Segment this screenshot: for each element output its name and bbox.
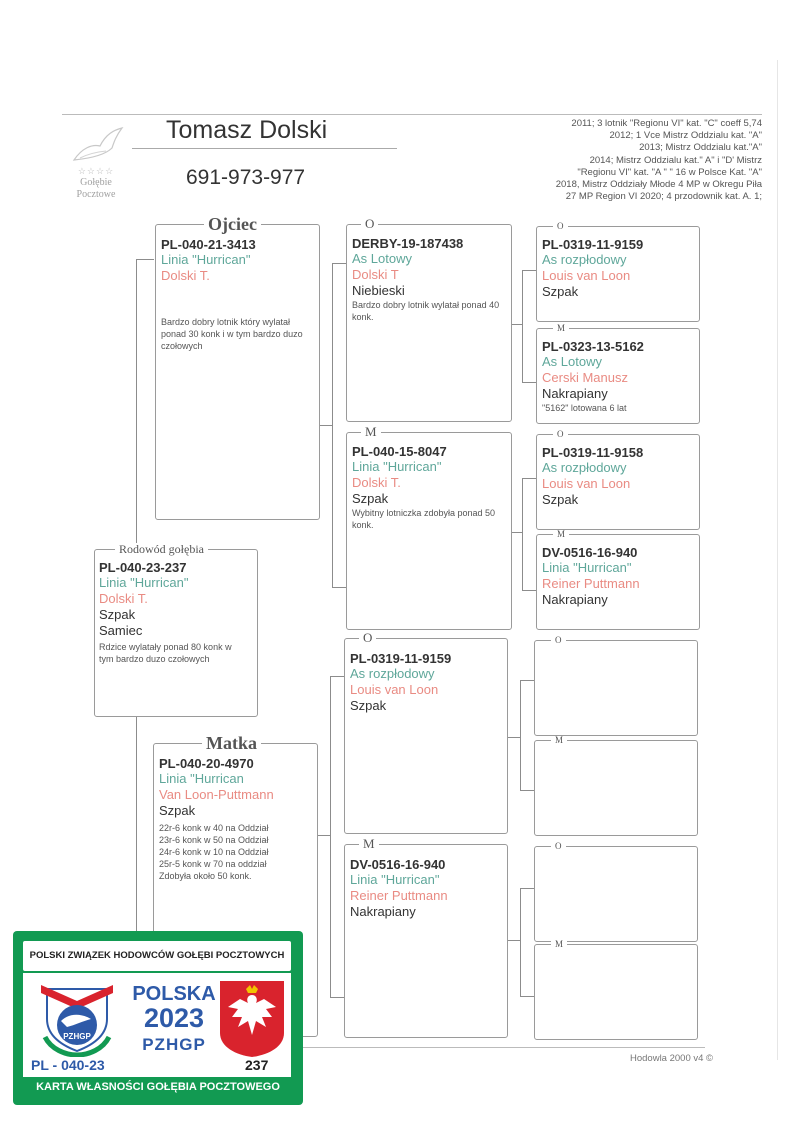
fm-breeder: Dolski T.: [352, 475, 401, 490]
achievement-line: 2012; 1 Vce Mistrz Oddzialu kat. "A": [609, 130, 762, 142]
subject-line: Linia "Hurrican": [99, 575, 189, 590]
mother-line: Linia "Hurrican: [159, 771, 244, 786]
ff-color: Niebieski: [352, 283, 405, 298]
fmm-box: [536, 529, 700, 630]
card-ring-number: 237: [245, 1057, 269, 1073]
logo-stars: ☆☆☆☆: [77, 166, 115, 176]
father-ring: PL-040-21-3413: [161, 237, 256, 252]
father-line: Linia "Hurrican": [161, 252, 251, 267]
mmf-sex-label: O: [551, 842, 566, 851]
fff-color: Szpak: [542, 284, 579, 299]
ffm-sex-label: M: [553, 324, 569, 333]
mother-note: Zdobyła około 50 konk.: [159, 871, 252, 881]
fff-sex-label: O: [553, 222, 568, 231]
ownership-card: [13, 931, 303, 1105]
mfm-sex-label: M: [551, 736, 567, 745]
fff-line: As rozpłodowy: [542, 252, 627, 267]
ffm-breeder: Cerski Manusz: [542, 370, 628, 385]
fff-box: [536, 221, 700, 322]
mff-sex-label: O: [551, 636, 566, 645]
page-right-rule: [777, 60, 778, 1060]
fm-box: [346, 424, 512, 630]
subject-breeder: Dolski T.: [99, 591, 148, 606]
fm-color: Szpak: [352, 491, 389, 506]
achievement-line: 27 MP Region VI 2020; 4 przodownik kat. A. 1;: [565, 191, 762, 203]
father-note: Bardzo dobry lotnik który wylatał ponad 30 konk i w tym bardzo duzo czołowych: [161, 317, 303, 351]
card-ring-prefix: PL - 040-23: [31, 1057, 105, 1073]
mother-color: Szpak: [159, 803, 196, 818]
mmm-sex-label: M: [551, 940, 567, 949]
subject-color: Szpak: [99, 607, 136, 622]
mother-breeder: Van Loon-Puttmann: [159, 787, 274, 802]
subject-note: Rdzice wylatały ponad 80 konk w tym bardzo duzo czołowych: [99, 642, 232, 664]
mm-box: [344, 836, 508, 1038]
breeder-name: Tomasz Dolski: [166, 116, 328, 144]
subject-sex: Samiec: [99, 623, 143, 638]
mother-ring: PL-040-20-4970: [159, 756, 254, 771]
card-country: POLSKA: [132, 983, 216, 1005]
logo-text-2: Pocztowe: [76, 189, 116, 200]
mmm-box-empty: [534, 939, 698, 1040]
mm-sex-label: M: [359, 837, 379, 850]
fmm-color: Nakrapiany: [542, 592, 608, 607]
achievements: [470, 118, 762, 203]
emblem-text: PZHGP: [63, 1032, 91, 1041]
ff-breeder: Dolski T: [352, 267, 399, 282]
card-abbr: PZHGP: [142, 1035, 206, 1054]
mother-label: Matka: [202, 734, 261, 752]
card-year: 2023: [143, 1003, 205, 1033]
ff-ring: DERBY-19-187438: [352, 236, 464, 251]
ffm-color: Nakrapiany: [542, 386, 608, 401]
mother-note: 24r-6 konk w 10 na Oddział: [159, 847, 269, 857]
pzhgp-emblem-icon: [31, 977, 123, 1057]
ff-sex-label: O: [361, 217, 378, 230]
header-top-rule: [62, 114, 762, 115]
fff-ring: PL-0319-11-9159: [542, 237, 644, 252]
ffm-note: "5162" lotowana 6 lat: [542, 403, 627, 413]
fmm-ring: DV-0516-16-940: [542, 545, 638, 560]
mm-breeder: Reiner Puttmann: [350, 888, 448, 903]
ffm-box: [536, 323, 700, 424]
father-label: Ojciec: [204, 215, 261, 233]
pigeon-logo-icon: [66, 124, 126, 166]
mff-box-empty: [534, 635, 698, 736]
fff-breeder: Louis van Loon: [542, 268, 631, 283]
fmm-sex-label: M: [553, 530, 569, 539]
mm-ring: DV-0516-16-940: [350, 857, 446, 872]
mf-breeder: Louis van Loon: [350, 682, 439, 697]
fm-ring: PL-040-15-8047: [352, 444, 447, 459]
mm-color: Nakrapiany: [350, 904, 416, 919]
mfm-box-empty: [534, 735, 698, 836]
mm-line: Linia "Hurrican": [350, 872, 440, 887]
mmf-box-empty: [534, 841, 698, 942]
achievement-line: 2018, Mistrz Oddziały Młode 4 MP w Okregu Piła: [555, 179, 762, 191]
ff-line: As Lotowy: [352, 251, 412, 266]
fm-sex-label: M: [361, 425, 381, 438]
subject-box: [94, 542, 258, 717]
fmm-line: Linia "Hurrican": [542, 560, 632, 575]
mf-ring: PL-0319-11-9159: [350, 651, 452, 666]
fmf-breeder: Louis van Loon: [542, 476, 631, 491]
achievement-line: 2011; 3 lotnik "Regionu VI" kat. "C" coeff 5,74: [571, 118, 762, 129]
father-box: [155, 214, 320, 520]
achievement-line: 2014; Mistrz Oddzialu kat." A" i "D' Mistrz: [589, 154, 762, 166]
ffm-line: As Lotowy: [542, 354, 602, 369]
software-credit: Hodowla 2000 v4 ©: [630, 1053, 714, 1064]
mf-box: [344, 630, 508, 834]
breeder-phone: 691-973-977: [186, 166, 306, 189]
card-org: POLSKI ZWIĄZEK HODOWCÓW GOŁĘBI POCZTOWYCH: [23, 941, 291, 971]
name-underline: [132, 148, 397, 149]
ffm-ring: PL-0323-13-5162: [542, 339, 644, 354]
father-breeder: Dolski T.: [161, 268, 210, 283]
fm-line: Linia "Hurrican": [352, 459, 442, 474]
fmf-ring: PL-0319-11-9158: [542, 445, 644, 460]
fmf-box: [536, 429, 700, 530]
ff-box: [346, 216, 512, 422]
fmm-breeder: Reiner Puttmann: [542, 576, 640, 591]
polish-eagle-icon: [218, 979, 286, 1059]
pedigree-label: Rodowód gołębia: [115, 543, 208, 555]
mother-note: 22r-6 konk w 40 na Oddział: [159, 823, 269, 833]
fmf-sex-label: O: [553, 430, 568, 439]
mother-note: 25r-5 konk w 70 na oddział: [159, 859, 267, 869]
mf-color: Szpak: [350, 698, 387, 713]
fmf-line: As rozpłodowy: [542, 460, 627, 475]
card-title: KARTA WŁASNOŚCI GOŁĘBIA POCZTOWEGO: [36, 1081, 280, 1093]
breeder-logo: [60, 120, 132, 210]
fm-note: Wybitny lotniczka zdobyła ponad 50 konk.: [352, 508, 496, 530]
mf-line: As rozpłodowy: [350, 666, 435, 681]
logo-text-1: Gołębie: [80, 177, 112, 188]
mf-sex-label: O: [359, 631, 376, 644]
mother-note: 23r-6 konk w 50 na Oddział: [159, 835, 269, 845]
fmf-color: Szpak: [542, 492, 579, 507]
achievement-line: "Regionu VI" kat. "A " " 16 w Polsce Kat. "A": [577, 166, 762, 178]
ff-note: Bardzo dobry lotnik wylatał ponad 40 konk.: [352, 300, 500, 322]
achievement-line: 2013; Mistrz Oddzialu kat."A": [639, 142, 762, 154]
subject-ring: PL-040-23-237: [99, 560, 187, 575]
